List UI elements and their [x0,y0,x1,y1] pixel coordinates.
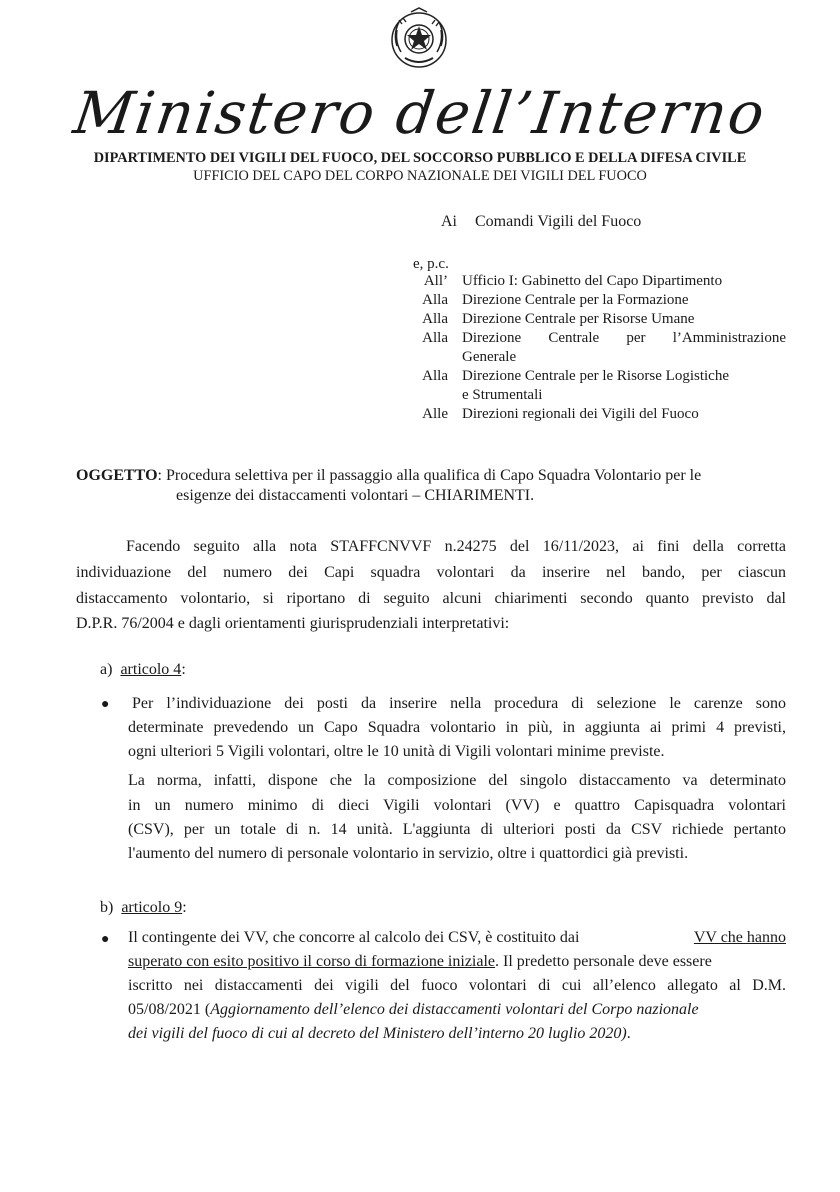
bullet-icon: ● [101,932,110,947]
subject-text-continued: esigenze dei distaccamenti volontari – CHIARIMENTI. [176,487,535,504]
section-b-italic: Aggiornamento dell’elenco dei distaccamenti volontari del Corpo nazionale [210,1001,699,1018]
cc-name: Direzione Centrale per le Risorse Logistiche [462,368,729,384]
cc-name: Direzione Centrale per Risorse Umane [462,311,695,327]
ministry-title: Ministero dell’Interno [69,79,771,147]
cc-name: Direzioni regionali dei Vigili del Fuoco [462,406,699,422]
section-a-note: in un numero minimo di dieci Vigili volontari (VV) e quattro Capisquadra volontari [128,797,786,814]
section-suffix: : [181,661,186,678]
office-name: UFFICIO DEL CAPO DEL CORPO NAZIONALE DEI VIGILI DEL FUOCO [193,168,647,184]
cc-item [390,310,786,329]
cc-item [390,291,786,310]
subject-text: : Procedura selettiva per il passaggio alla qualifica di Capo Squadra Volontario per le [157,467,702,484]
section-b-line [128,1024,631,1044]
section-marker: a) [100,661,113,678]
cc-prep: Alla [422,330,448,346]
bullet-icon: ● [101,697,110,712]
cc-prep: Alla [422,368,448,384]
section-b-line: iscritto nei distaccamenti dei vigili del fuoco volontari di cui all’elenco allegato al D.M. [128,977,786,994]
cc-item [390,272,786,291]
cc-label: e, p.c. [413,256,449,272]
section-title: articolo 9 [121,899,183,916]
section-suffix: : [182,899,187,916]
cc-item [390,405,786,424]
subject [76,466,788,486]
cc-name: Direzione Centrale per la Formazione [462,292,689,308]
intro-line: distaccamento volontario, si riportano di seguito alcuni chiarimenti secondo quanto previsto dal [76,590,786,607]
subject-label: OGGETTO [76,467,158,484]
addressee-name: Comandi Vigili del Fuoco [475,213,642,230]
section-b-text: . [626,1025,631,1042]
cc-item [390,329,786,348]
section-a-note: l'aumento del numero di personale volontario in servizio, oltre i quattordici già previsti. [128,845,689,862]
section-b-heading [100,898,187,918]
section-b-line [128,928,786,948]
section-a-note: La norma, infatti, dispone che la composizione del singolo distaccamento va determinato [128,772,786,789]
addressee-prep: Ai [441,213,457,230]
cc-prep: Alla [422,311,448,327]
section-marker: b) [100,899,114,916]
section-title: articolo 4 [120,661,182,678]
section-b-line [128,1000,699,1020]
cc-list [390,272,786,424]
cc-name: Generale [462,349,517,365]
intro-line: individuazione del numero dei Capi squadra volontari da inserire nel bando, per ciascun [76,564,786,581]
cc-name: Ufficio I: Gabinetto del Capo Dipartimento [462,273,723,289]
section-a-heading [100,660,186,680]
cc-name: e Strumentali [462,387,543,403]
section-b-text: Il contingente dei VV, che concorre al calcolo dei CSV, è costituito dai [128,929,580,946]
cc-prep-empty [390,386,462,405]
department-name: DIPARTIMENTO DEI VIGILI DEL FUOCO, DEL SOCCORSO PUBBLICO E DELLA DIFESA CIVILE [93,150,747,166]
section-a-line: ogni ulteriori 5 Vigili volontari, oltre le 10 unità di Vigili volontari minime previste. [128,743,665,760]
cc-item-continuation [390,386,786,405]
cc-prep: Alle [422,406,448,422]
intro-line: D.P.R. 76/2004 e dagli orientamenti giurisprudenziali interpretativi: [76,615,510,632]
cc-prep-empty [390,348,462,367]
cc-prep: Alla [422,292,448,308]
section-b-italic: dei vigili del fuoco di cui al decreto del Ministero dell’interno 20 luglio 2020) [128,1025,627,1042]
section-a-line: determinate prevedendo un Capo Squadra volontario in più, in aggiunta ai primi 4 previsti, [128,719,786,736]
cc-item-continuation [390,348,786,367]
section-b-line [128,952,712,972]
italian-republic-emblem-icon [387,6,451,70]
section-b-underlined: superato con esito positivo il corso di formazione iniziale [128,953,496,970]
section-b-underlined: VV che hanno [693,929,786,946]
section-a-note: (CSV), per un totale di n. 14 unità. L'aggiunta di ulteriori posti da CSV richiede pertanto [128,821,786,838]
section-a-line: Per l’individuazione dei posti da inserire nella procedura di selezione le carenze sono [132,695,786,712]
section-b-text: 05/08/2021 ( [128,1001,211,1018]
section-b-text: . Il predetto personale deve essere [495,953,712,970]
cc-item [390,367,786,386]
cc-name: Direzione Centrale per l’Amministrazione [462,330,786,346]
cc-prep: All’ [423,273,448,289]
intro-line: Facendo seguito alla nota STAFFCNVVF n.24275 del 16/11/2023, ai fini della corretta [126,538,786,555]
